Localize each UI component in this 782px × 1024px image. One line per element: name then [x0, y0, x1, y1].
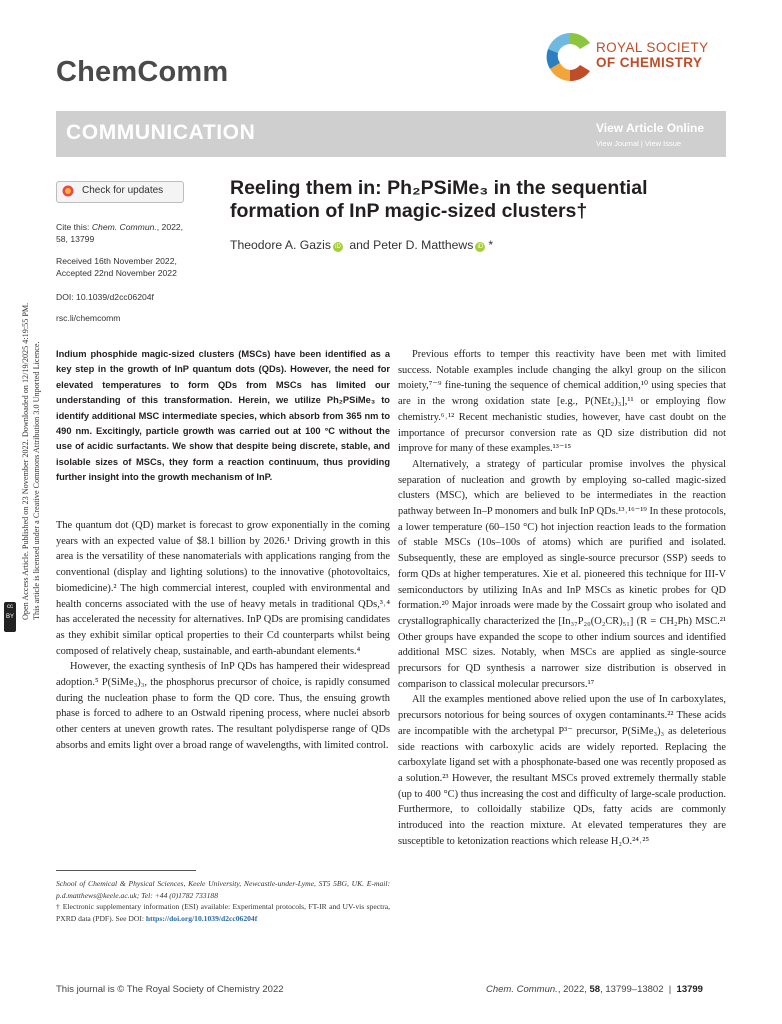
received-date: Received 16th November 2022, — [56, 256, 177, 266]
esi-doi-link[interactable]: https://doi.org/10.1039/d2cc06204f — [145, 913, 258, 923]
section-title: COMMUNICATION — [66, 121, 256, 144]
title-line-1: Reeling them in: Ph₂PSiMe₃ in the sequential — [230, 177, 648, 199]
affiliation-footnote: School of Chemical & Physical Sciences, Keele University, Newcastle-under-Lyme, ST5 5BG, UK. E-mail: p.d.matthews@keele.ac.uk; Tel: +44 (0)1782 733188 — [56, 879, 390, 900]
esi-footnote — [56, 901, 390, 924]
footer-copyright: This journal is © The Royal Society of Chemistry 2022 — [56, 984, 284, 995]
licence-side-note — [0, 0, 40, 650]
article-title — [230, 177, 710, 223]
paragraph: Previous efforts to temper this reactivity have been met with limited success. Notable examples include changing the alkyl group on the silicon moiety,⁷⁻⁹ fine-tuning the sequence of chemical addition,¹⁰ using species that are in the wrong oxidation state [e.g., P(NEt₂)₃],¹¹ or employing flow chemistry.⁶˒¹² Recent mechanistic studies, however, have cast doubt on the importance of precursor conversion rate as QD size distribution did not improve for many of these examples.¹³⁻¹⁵ — [398, 349, 726, 455]
footer-volume: 58 — [589, 984, 601, 995]
cite-volume: 58, 13799 — [56, 233, 95, 244]
footer-journal: Chem. Commun. — [486, 984, 558, 995]
rsc-logo-ring — [547, 33, 590, 81]
view-article-online-link[interactable]: View Article Online — [596, 121, 705, 135]
author-gazis: Theodore A. Gazis — [230, 238, 331, 252]
licence-line-published: Open Access Article. Published on 23 November 2022. Downloaded on 12/19/2025 4:19:55 PM. — [21, 302, 30, 620]
page-number: 13799 — [676, 984, 703, 995]
corresponding-author-icon: * — [488, 238, 494, 252]
paragraph: However, the exacting synthesis of InP QDs has hampered their widespread adoption.⁵ P(SiMe₃)₃, the phosphorus precursor of choice, is rapidly consumed during the nucleation phase to form the QD core. Thus, the ensuing growth phase is forced to adhere to an Ostwald ripening process, where nuclei absorb other centers at uneven growth rates. The resultant polydisperse range of QDs absorbs and emits light over a broad range of wavelengths, with limited control. — [56, 661, 390, 751]
journal-site-link[interactable]: rsc.li/chemcomm — [56, 313, 121, 323]
title-line-2: formation of InP magic-sized clusters† — [230, 200, 588, 222]
footer-pages: , 13799–13802 — [600, 984, 664, 995]
accepted-date: Accepted 22nd November 2022 — [56, 267, 177, 278]
orcid-icon[interactable]: iD — [333, 242, 343, 252]
dates-info — [56, 256, 226, 279]
check-updates-icon — [62, 185, 74, 197]
cite-year: , 2022, — [156, 222, 184, 232]
paragraph: The quantum dot (QD) market is forecast to grow exponentially in the coming years with an expected value of $8.1 billion by 2026.¹ Driving growth in this area is the versatility of these nanomaterials with applications ranging from the conventional (display and lighting solutions) to the innovative (photovoltaics, biomedicine).² The high commercial interest, coupled with environmental and health concerns associated with the use of heavy metals in traditional QDs,³˒⁴ has accelerated the necessity for alternatives. InP QDs are promising candidates as they exhibit similar optical properties to their Cd counterparts whilst being composed of relatively cheap, sustainable, and earth-abundant elements.⁴ — [56, 520, 390, 657]
doi-text: DOI: 10.1039/d2cc06204f — [56, 292, 154, 302]
paragraph: All the examples mentioned above relied upon the use of In carboxylates, precursors notorious for being sources of oxygen contaminants.²² These acids are incompatible with the archetypal P³⁻ precursor, P(SiMe₃)₃ as deleterious side reactions with carboxylic acids are widely reported. Replacing the carboxylate ligand set with a phosphonate-based one was recently proposed as a solution.²³ However, the resultant MSCs proved extremely thermally stable (up to 400 °C) thus increasing the cost and difficulty of large-scale production. Furthermore, to colloidally stabilize QDs, fatty acids are commonly introduced into the reaction mixture. At elevated temperatures they are susceptible to ketonization reactions which release H₂O.²⁴˒²⁵ — [398, 694, 726, 847]
esi-text: † Electronic supplementary information (ESI) available: Experimental protocols, FT-IR and UV-vis spectra, PXRD data (PDF). See DOI: — [56, 902, 390, 923]
abstract: Indium phosphide magic-sized clusters (MSCs) have been identified as a key step in the growth of InP quantum dots (QDs). However, the need for elevated temperatures to form QDs from MSCs has limited our understanding of this transformation. Herein, we utilize Ph₂PSiMe₃ to identify additional MSC intermediate species, which absorb from 365 nm to 490 nm. Excitingly, particle growth was carried out at 100 °C without the use of acidic surfactants. We show that despite being discrete, stable, and isolable sizes of MSCs, they form a reaction continuum, thus providing further insight into the growth mechanism of InP. — [56, 349, 390, 483]
cite-journal: Chem. Commun. — [91, 222, 157, 232]
orcid-icon[interactable]: iD — [475, 242, 485, 252]
view-journal-issue-links[interactable]: View Journal | View Issue — [596, 139, 682, 148]
publisher-name-line1: ROYAL SOCIETY — [596, 40, 709, 55]
footer-separator: | — [668, 984, 672, 995]
author-list — [230, 238, 493, 252]
footer-year: , 2022, — [557, 984, 590, 995]
footnote-divider — [56, 870, 196, 871]
citation-info — [56, 222, 216, 245]
publisher-name-line2: OF CHEMISTRY — [596, 55, 703, 70]
body-column-left — [56, 518, 390, 754]
cc-by-badge-icon[interactable]: cc BY — [4, 602, 16, 632]
author-matthews: Peter D. Matthews — [373, 238, 474, 252]
cite-label: Cite this: — [56, 222, 90, 232]
journal-name: ChemComm — [56, 56, 229, 88]
body-column-right — [398, 347, 726, 850]
paragraph: Alternatively, a strategy of particular promise involves the physical separation of nucleation and growth by employing so-called magic-sized clusters (MSC), which are believed to be intermediates in the reaction pathway between In–P monomers and bulk InP QDs.¹³˒¹⁶⁻¹⁹ In these protocols, a lower temperature (60–150 °C) hot injection reaction leads to the formation of stable MSCs (10s–100s of atoms) which are purified and isolated. Subsequently, these are employed as single-source precursor (SSP) seeds to form QDs at higher temperatures. Xie et al. pioneered this technique for III-V semiconductors by utilizing InAs and InP MSCs as kinetic probes for QD formation.²⁰ Major inroads were made by the Cossairt group who isolated and crystallographically characterized the [In₃₇P₂₀(O₂CR)₅₁] (R = CH₂Ph) MSC.²¹ Other groups have expanded the scope to other indium sources and identified additional MSC sizes. Notably, when MSCs are applied as single-source precursors for QD synthesis a narrower size distribution is observed in comparison to classical molecular precursors.¹⁷ — [398, 458, 726, 690]
licence-line-cc: This article is licensed under a Creative Commons Attribution 3.0 Unported Licence. — [32, 341, 41, 620]
check-for-updates-label: Check for updates — [82, 185, 164, 196]
footer-citation — [486, 984, 703, 995]
author-separator: and — [349, 238, 370, 252]
